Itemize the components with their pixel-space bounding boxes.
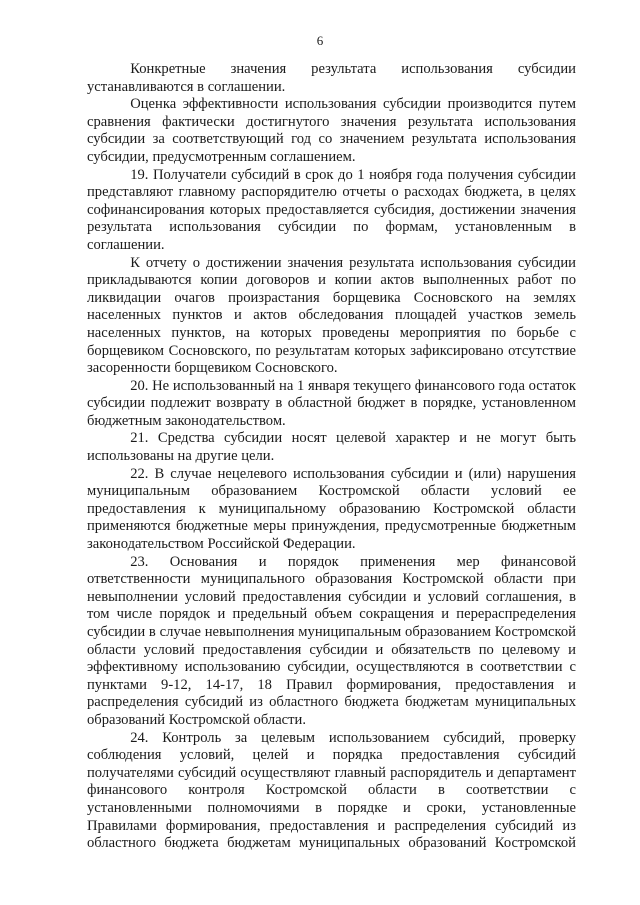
paragraph-item-19: 19. Получатели субсидий в срок до 1 ноября года получения субсидии представляют главному распорядителю отчеты о расходах бюджета, в целях софинансирования которых предоставляется субсидия, достижении значения результата использования субсидии по формам, установленным в соглашении. — [87, 166, 576, 253]
paragraph-item-22: 22. В случае нецелевого использования субсидии и (или) нарушения муниципальным образованием Костромской области условий ее предоставления к муниципальному образованию Костромской области применяются бюджетные меры принуждения, предусмотренные бюджетным законодательством Российской Федерации. — [87, 465, 576, 553]
paragraph-results-values: Конкретные значения результата использования субсидии устанавливаются в соглашении. — [87, 61, 576, 95]
page-number: 6 — [316, 33, 324, 48]
paragraph-item-20: 20. Не использованный на 1 января текущего финансового года остаток субсидии подлежит возврату в областной бюджет в порядке, установленном бюджетным законодательством. — [87, 377, 576, 429]
paragraph-effectiveness-assessment: Оценка эффективности использования субсидии производится путем сравнения фактически достигнутого значения результата использования субсидии за соответствующий год со значением результата использования субсидии, предусмотренным соглашением. — [87, 96, 576, 165]
paragraph-item-24: 24. Контроль за целевым использованием субсидий, проверку соблюдения условий, целей и порядка предоставления субсидий получателями субсидий осуществляют главный распорядитель и департамент финансового контроля Костромской области в соответствии с установленными полномочиями в порядке и сроки, установленные Правилами формирования, предоставления и распределения субсидий из областного бюджета бюджетам муниципальных образований Костромской — [87, 729, 576, 852]
paragraph-item-23: 23. Основания и порядок применения мер финансовой ответственности муниципального образования Костромской области при невыполнении условий предоставления субсидии и условий соглашения, в том числе порядок и предельный объем сокращения и перераспределения субсидии в случае невыполнения муниципальным образованием Костромской области условий предоставления субсидии и обязательств по целевому и эффективному использованию субсидии, осуществляются в соответствии с пунктами 9-12, 14-17, 18 Правил формирования, предоставления и распределения субсидий из областного бюджета бюджетам муниципальных образований Костромской области. — [87, 553, 576, 728]
paragraph-item-21: 21. Средства субсидии носят целевой характер и не могут быть использованы на другие цели. — [87, 430, 576, 465]
document-body — [87, 61, 576, 853]
paragraph-report-attachments: К отчету о достижении значения результата использования субсидии прикладываются копии договоров и копии актов выполненных работ по ликвидации очагов произрастания борщевика Сосновского на землях населенных пунктов и актов обследования площадей участков земель населенных пунктов, на которых проведены мероприятия по борьбе с борщевиком Сосновского, по результатам которых зафиксировано отсутствие засоренности борщевиком Сосновского. — [87, 254, 576, 377]
